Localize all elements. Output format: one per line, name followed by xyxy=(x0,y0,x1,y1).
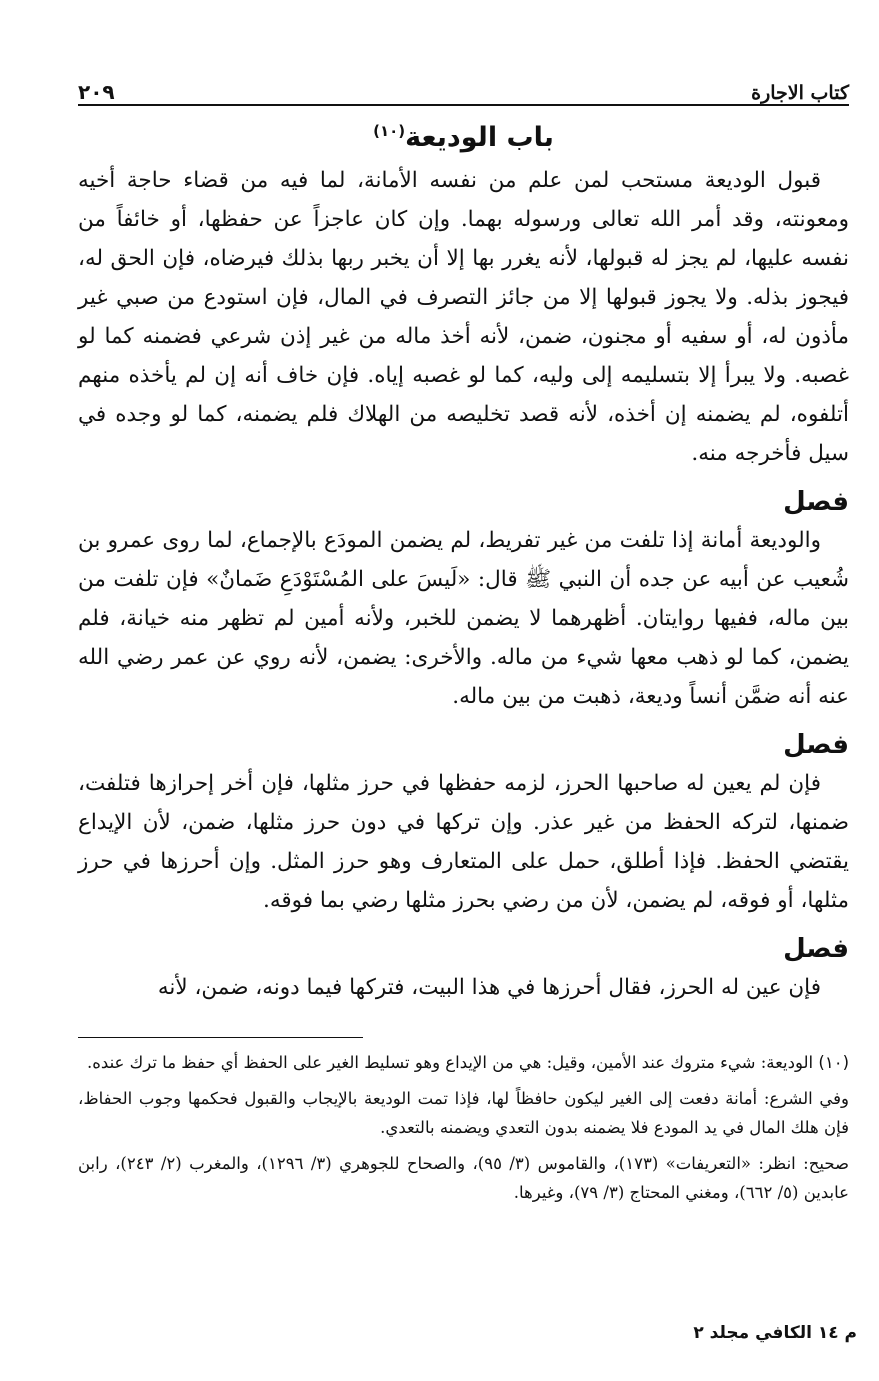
footnote-marker: (١٠) xyxy=(818,1053,849,1072)
footnote-separator xyxy=(78,1037,363,1038)
section-paragraph: فإن لم يعين له صاحبها الحرز، لزمه حفظها في حرز مثلها، فإن أخر إحرازها فتلفت، ضمنها، لتركه الحفظ من غير عذر. وإن تركها في دون حرز مثلها، ضمن، لأن الإيداع يقتضي الحفظ. فإذا أطلق، حمل على المتعارف وهو حرز المثل. وإن أحرزها في حرز مثلها، أو فوقه، لم يضمن، لأن من رضي بحرز مثلها رضي بما فوقه. xyxy=(78,771,849,913)
section-heading: فصل xyxy=(783,730,849,760)
section-paragraph: والوديعة أمانة إذا تلفت من غير تفريط، لم يضمن المودَع بالإجماع، لما روى عمرو بن شُعيب عن أبيه عن جده أن النبي ﷺ قال: «لَيسَ على المُسْتَوْدَعِ ضَمانٌ» فإن تلفت من بين ماله، ففيها روايتان. أظهرهما لا يضمن للخبر، ولأنه أمين لم تظهر منه خيانة، فلم يضمن، كما لو ذهب معها شيء من ماله. والأخرى: يضمن، لأنه روي عن عمر رضي الله عنه أنه ضمَّن أنساً وديعة، ذهبت من بين ماله. xyxy=(78,528,849,709)
page-number: ٢٠٩ xyxy=(78,80,115,104)
section-heading: فصل xyxy=(783,487,849,517)
book-page xyxy=(78,66,849,1381)
printer-signature: م ١٤ الكافي مجلد ٢ xyxy=(693,1323,857,1343)
footnote-reference[interactable]: (١٠) xyxy=(373,122,406,140)
chapter-title-text: باب الوديعة xyxy=(405,122,554,153)
footnotes xyxy=(78,1048,849,1207)
footnote-continuation: وفي الشرع: أمانة دفعت إلى الغير ليكون حافظاً لها، فإذا تمت الوديعة بالإيجاب والقبول فحكمها وجوب الحفاظ، فإن هلك المال في يد المودع فلا يضمنه بدون التعدي ويضمنه بالتعدي. xyxy=(78,1089,849,1137)
footnote-continuation: صحيح: انظر: «التعريفات» (١٧٣)، والقاموس (٣/ ٩٥)، والصحاح للجوهري (٣/ ١٢٩٦)، والمغرب (٢/ ٢٤٣)، رابن عابدين (٥/ ٦٦٢)، ومغني المحتاج (٣/ ٧٩)، وغيرها. xyxy=(78,1154,849,1202)
running-title: كتاب الاجارة xyxy=(751,82,849,104)
section-heading: فصل xyxy=(783,934,849,964)
intro-paragraph: قبول الوديعة مستحب لمن علم من نفسه الأمانة، لما فيه من قضاء حاجة أخيه ومعونته، وقد أمر الله تعالى ورسوله بهما. وإن كان عاجزاً عن حفظها، أو خائفاً من نفسه عليها، لم يجز له قبولها، لأنه يغرر بها إلا أن يخبر ربها بذلك فيرضاه، فإن الحق له، فيجوز بذله. ولا يجوز قبولها إلا من جائز التصرف في المال، فإن استودع من صبي غير مأذون له، أو سفيه أو مجنون، ضمن، لأنه أخذ ماله من غير إذن شرعي فضمنه كما لو غصبه. ولا يبرأ إلا بتسليمه إلى وليه، كما لو غصبه إياه. فإن خاف أنه إن لم يأخذه منهم أتلفوه، لم يضمنه إن أخذه، لأنه قصد تخليصه من الهلاك فلم يضمنه، كما لو وجده في سيل فأخرجه منه. xyxy=(78,168,849,466)
footnote-text: الوديعة: شيء متروك عند الأمين، وقيل: هي من الإيداع وهو تسليط الغير على الحفظ أي حفظ ما ترك عنده. xyxy=(87,1053,814,1072)
footnote xyxy=(78,1048,849,1077)
running-header xyxy=(78,66,849,106)
chapter-title xyxy=(78,122,849,153)
section-paragraph: فإن عين له الحرز، فقال أحرزها في هذا البيت، فتركها فيما دونه، ضمن، لأنه xyxy=(157,975,821,1000)
